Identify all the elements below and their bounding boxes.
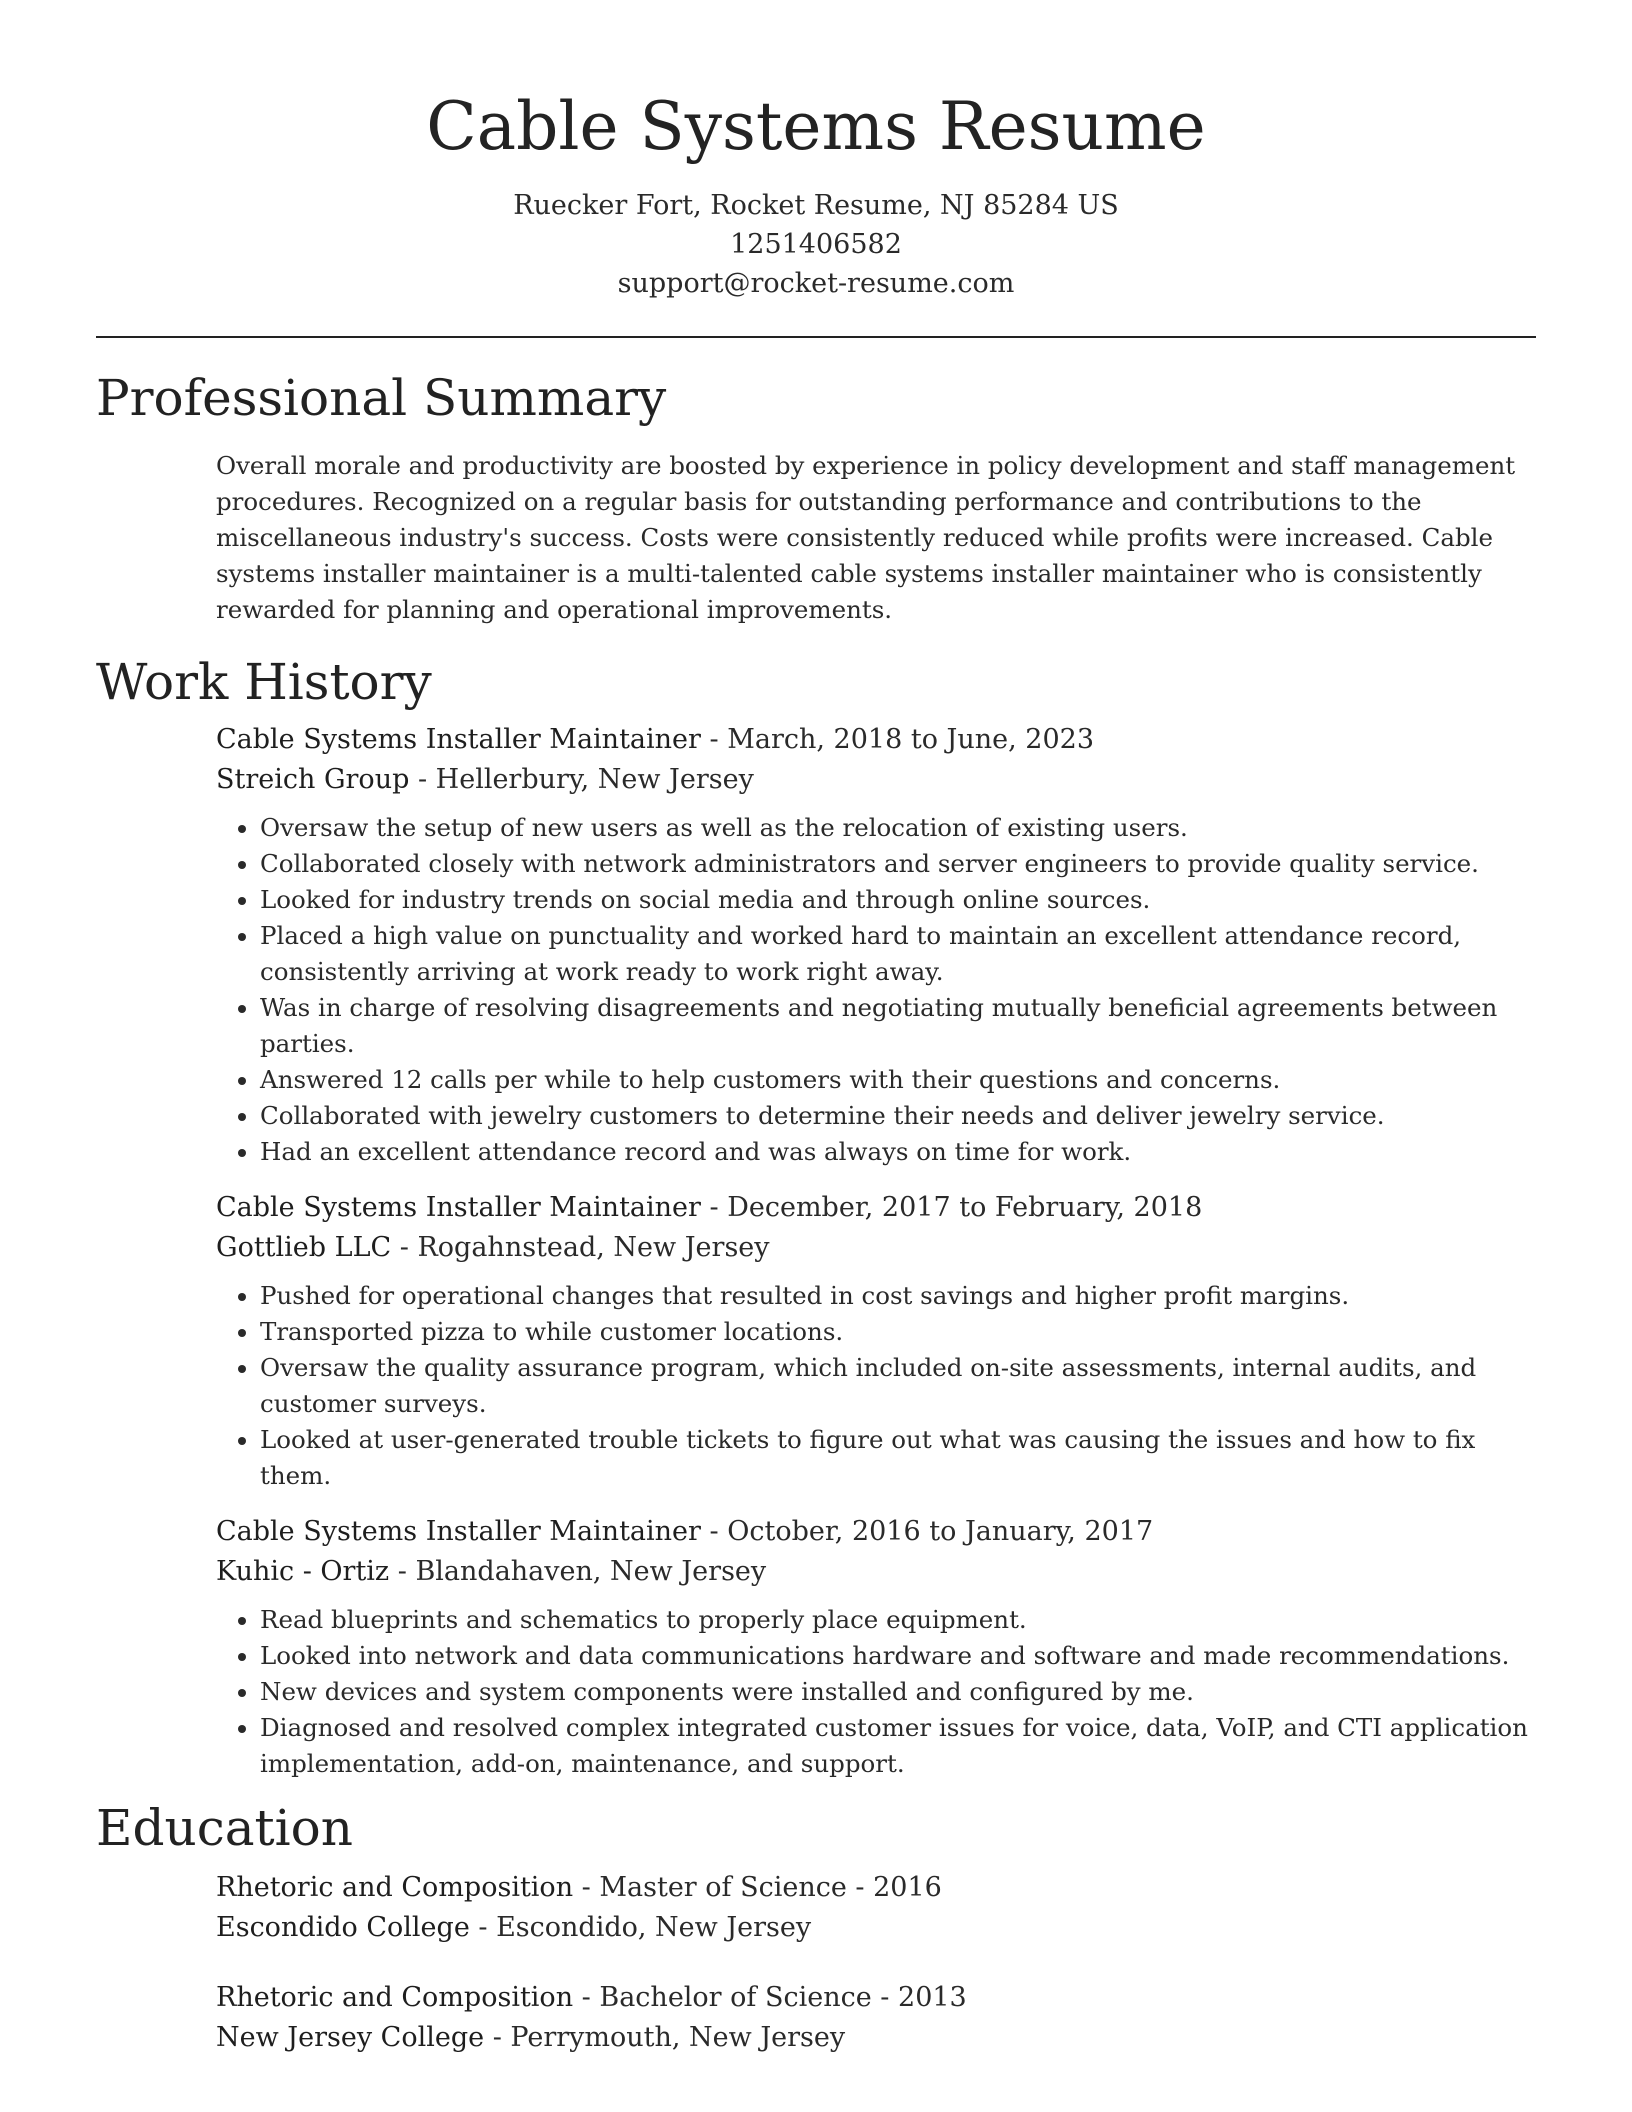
summary-section bbox=[216, 448, 1536, 628]
education-school: New Jersey College bbox=[216, 2022, 485, 2053]
job-bullet: • Looked into network and data communications hardware and software and made recommendations. bbox=[260, 1638, 1536, 1674]
job-bullet: • Collaborated with jewelry customers to determine their needs and deliver jewelry service. bbox=[260, 1098, 1536, 1134]
job-bullet: • Placed a high value on punctuality and worked hard to maintain an excellent attendance record, consistently arriving at work ready to work right away. bbox=[260, 918, 1536, 990]
contact-address: Ruecker Fort, Rocket Resume, NJ 85284 US bbox=[513, 190, 1119, 221]
education-degree-line bbox=[216, 1868, 1536, 1908]
job-location: - Blandahaven, New Jersey bbox=[389, 1556, 767, 1587]
education-school-line bbox=[216, 2018, 1536, 2058]
job-location: - Rogahnstead, New Jersey bbox=[391, 1232, 770, 1263]
work-history-section bbox=[216, 720, 1536, 1782]
job-bullets bbox=[216, 1602, 1536, 1782]
job-bullet: • Transported pizza to while customer locations. bbox=[260, 1314, 1536, 1350]
job-title-line bbox=[216, 1512, 1536, 1552]
education-entry bbox=[216, 1868, 1536, 1948]
job-entry bbox=[216, 1512, 1536, 1782]
job-bullet: • Was in charge of resolving disagreements and negotiating mutually beneficial agreements between parties. bbox=[260, 990, 1536, 1062]
job-company-line bbox=[216, 1228, 1536, 1268]
job-bullet: • Oversaw the quality assurance program, which included on-site assessments, internal audits, and customer surveys. bbox=[260, 1350, 1536, 1422]
education-field: Rhetoric and Composition bbox=[216, 1982, 574, 2013]
job-position: Cable Systems Installer Maintainer bbox=[216, 724, 701, 755]
education-degree-line bbox=[216, 1978, 1536, 2018]
resume-header bbox=[96, 0, 1536, 303]
education-school: Escondido College bbox=[216, 1912, 470, 1943]
job-dates: - March, 2018 to June, 2023 bbox=[700, 724, 1094, 755]
job-dates: - December, 2017 to February, 2018 bbox=[700, 1192, 1203, 1223]
job-bullet: • Had an excellent attendance record and was always on time for work. bbox=[260, 1134, 1536, 1170]
job-company-line bbox=[216, 1552, 1536, 1592]
header-divider bbox=[96, 336, 1536, 338]
job-entry bbox=[216, 1188, 1536, 1494]
job-company: Kuhic - Ortiz bbox=[216, 1556, 390, 1587]
education-degree: - Bachelor of Science - 2013 bbox=[573, 1982, 967, 2013]
job-bullet: • Looked for industry trends on social media and through online sources. bbox=[260, 882, 1536, 918]
job-bullet: • Oversaw the setup of new users as well as the relocation of existing users. bbox=[260, 810, 1536, 846]
job-bullets bbox=[216, 810, 1536, 1170]
education-entry bbox=[216, 1978, 1536, 2058]
job-position: Cable Systems Installer Maintainer bbox=[216, 1516, 701, 1547]
education-school-line bbox=[216, 1908, 1536, 1948]
job-title-line bbox=[216, 720, 1536, 760]
job-dates: - October, 2016 to January, 2017 bbox=[700, 1516, 1154, 1547]
job-bullet: • Read blueprints and schematics to properly place equipment. bbox=[260, 1602, 1536, 1638]
job-bullets bbox=[216, 1278, 1536, 1494]
resume-page bbox=[96, 0, 1536, 2058]
education-location: - Perrymouth, New Jersey bbox=[484, 2022, 846, 2053]
job-bullet: • Pushed for operational changes that resulted in cost savings and higher profit margins. bbox=[260, 1278, 1536, 1314]
summary-heading: Professional Summary bbox=[96, 369, 667, 427]
job-company: Streich Group bbox=[216, 764, 410, 795]
contact-email: support@rocket-resume.com bbox=[617, 268, 1015, 299]
job-bullet: • Collaborated closely with network administrators and server engineers to provide quality service. bbox=[260, 846, 1536, 882]
work-history-heading: Work History bbox=[96, 653, 432, 711]
education-degree: - Master of Science - 2016 bbox=[573, 1872, 942, 1903]
education-heading: Education bbox=[96, 1799, 353, 1857]
job-bullet: • Diagnosed and resolved complex integrated customer issues for voice, data, VoIP, and CTI application implementation, add-on, maintenance, and support. bbox=[260, 1710, 1536, 1782]
education-section bbox=[216, 1868, 1536, 2058]
resume-title: Cable Systems Resume bbox=[426, 88, 1206, 165]
job-title-line bbox=[216, 1188, 1536, 1228]
job-bullet: • Looked at user-generated trouble tickets to figure out what was causing the issues and how to fix them. bbox=[260, 1422, 1536, 1494]
job-bullet: • New devices and system components were installed and configured by me. bbox=[260, 1674, 1536, 1710]
job-location: - Hellerbury, New Jersey bbox=[409, 764, 754, 795]
job-bullet: • Answered 12 calls per while to help customers with their questions and concerns. bbox=[260, 1062, 1536, 1098]
education-field: Rhetoric and Composition bbox=[216, 1872, 574, 1903]
contact-phone: 1251406582 bbox=[730, 229, 902, 260]
job-company: Gottlieb LLC bbox=[216, 1232, 392, 1263]
job-company-line bbox=[216, 760, 1536, 800]
education-location: - Escondido, New Jersey bbox=[469, 1912, 812, 1943]
contact-info bbox=[96, 186, 1536, 303]
job-entry bbox=[216, 720, 1536, 1170]
summary-text: Overall morale and productivity are boosted by experience in policy development and staff management procedures. Recognized on a regular basis for outstanding performance and contributions to the miscellaneous industry's success. Costs were consistently reduced while profits were increased. Cable systems installer maintainer is a multi-talented cable systems installer maintainer who is consistently rewarded for planning and operational improvements. bbox=[216, 451, 1516, 624]
job-position: Cable Systems Installer Maintainer bbox=[216, 1192, 701, 1223]
